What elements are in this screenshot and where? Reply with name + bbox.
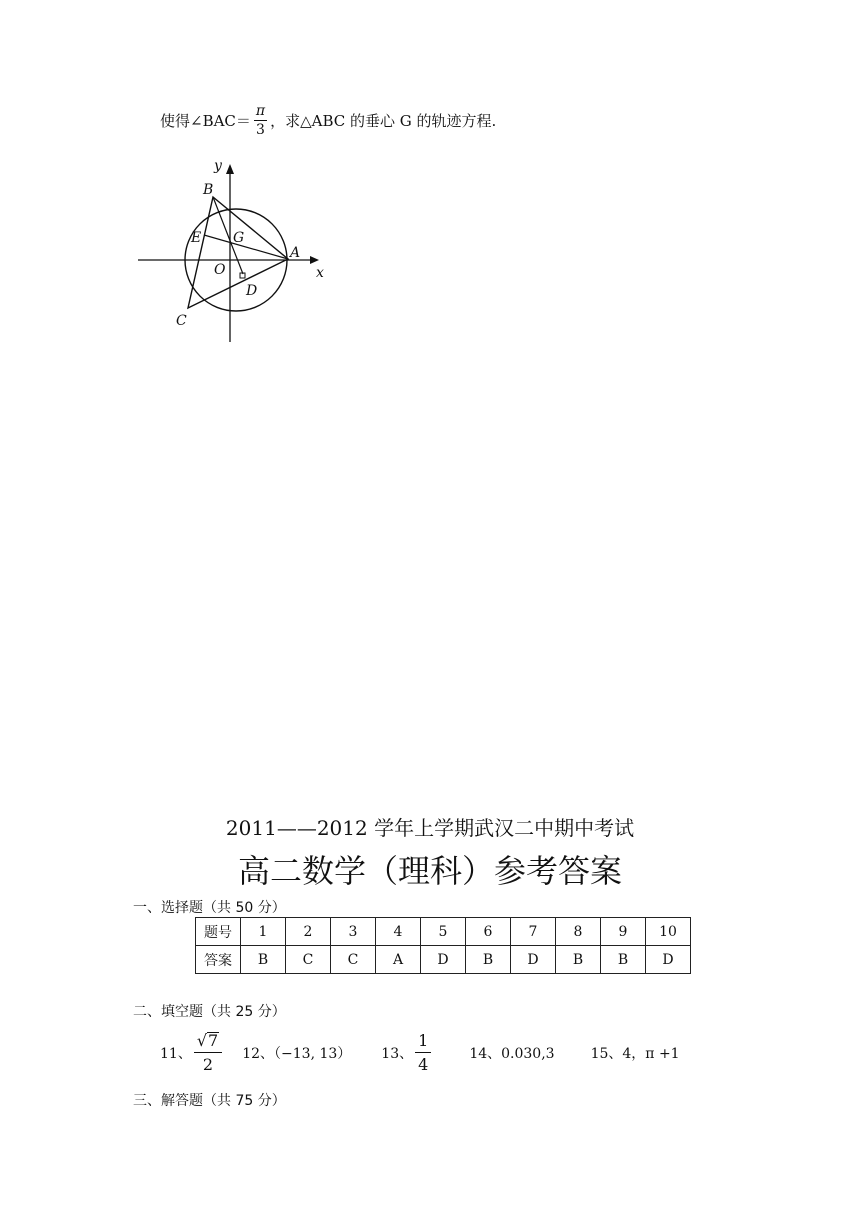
- table-cell: B: [556, 946, 601, 974]
- table-cell: C: [286, 946, 331, 974]
- sqrt-expression: [197, 1032, 219, 1049]
- table-cell: D: [421, 946, 466, 974]
- table-cell: 6: [466, 918, 511, 946]
- table-cell: 2: [286, 918, 331, 946]
- answer-11-fraction: [194, 1032, 222, 1073]
- answer-13-fraction: [415, 1030, 431, 1074]
- table-cell: 4: [376, 918, 421, 946]
- section-fill-in: 二、填空题（共 25 分）: [133, 1004, 286, 1020]
- x-axis-arrow: [310, 256, 319, 264]
- fraction-numerator: π: [255, 103, 266, 119]
- table-cell: C: [331, 946, 376, 974]
- table-cell: 10: [646, 918, 691, 946]
- table-cell: D: [511, 946, 556, 974]
- label-e: E: [191, 230, 202, 246]
- problem-statement: [160, 104, 496, 137]
- sqrt-symbol: √: [196, 1031, 208, 1050]
- altitude-ae: [204, 235, 288, 259]
- label-c: C: [176, 313, 187, 329]
- label-a: A: [290, 245, 301, 261]
- fraction-numerator: 1: [415, 1033, 431, 1053]
- table-cell: D: [646, 946, 691, 974]
- fraction-denominator: 2: [202, 1055, 214, 1074]
- table-cell: 8: [556, 918, 601, 946]
- table-cell: B: [466, 946, 511, 974]
- answer-13-prefix: 13、: [381, 1045, 414, 1062]
- section-multiple-choice: 一、选择题（共 50 分）: [133, 900, 286, 916]
- label-x: x: [316, 265, 324, 281]
- answer-table: [195, 917, 691, 974]
- y-axis-arrow: [226, 164, 234, 174]
- table-cell: 答案: [196, 946, 241, 974]
- answer-11: [160, 1032, 224, 1073]
- table-row: [196, 918, 691, 946]
- pi-over-3-fraction: [254, 104, 267, 137]
- answer-13: [381, 1030, 433, 1074]
- answer-key-title: 2011——2012 学年上学期武汉二中期中考试: [225, 816, 635, 840]
- answer-11-prefix: 11、: [160, 1045, 192, 1062]
- problem-suffix: ，求△ABC 的垂心 G 的轨迹方程.: [270, 112, 497, 130]
- triangle-abc: [188, 197, 288, 308]
- label-o: O: [214, 262, 226, 278]
- fraction-denominator: 3: [256, 122, 265, 138]
- fraction-denominator: 4: [418, 1054, 429, 1074]
- table-cell: 5: [421, 918, 466, 946]
- answer-12: 12、（−13, 13）: [242, 1045, 352, 1062]
- problem-prefix: 使得∠BAC＝: [160, 112, 251, 130]
- label-d: D: [246, 283, 258, 299]
- fraction-numerator: [194, 1032, 222, 1053]
- table-cell: 9: [601, 918, 646, 946]
- table-row: [196, 946, 691, 974]
- table-cell: 题号: [196, 918, 241, 946]
- answer-key-subtitle: 高二数学（理科）参考答案: [237, 852, 622, 890]
- table-cell: 1: [241, 918, 286, 946]
- label-b: B: [203, 182, 214, 198]
- table-cell: B: [241, 946, 286, 974]
- geometry-figure: [130, 150, 340, 345]
- fill-in-answers: [160, 1032, 680, 1073]
- table-cell: 7: [511, 918, 556, 946]
- sqrt-radicand: 7: [208, 1031, 219, 1050]
- label-g: G: [233, 230, 245, 246]
- section-solutions: 三、解答题（共 75 分）: [133, 1093, 286, 1109]
- table-cell: A: [376, 946, 421, 974]
- answer-15: 15、4，π +1: [590, 1045, 680, 1062]
- label-y: y: [214, 158, 222, 174]
- table-cell: B: [601, 946, 646, 974]
- table-cell: 3: [331, 918, 376, 946]
- answer-14: 14、0.030,3: [469, 1045, 555, 1062]
